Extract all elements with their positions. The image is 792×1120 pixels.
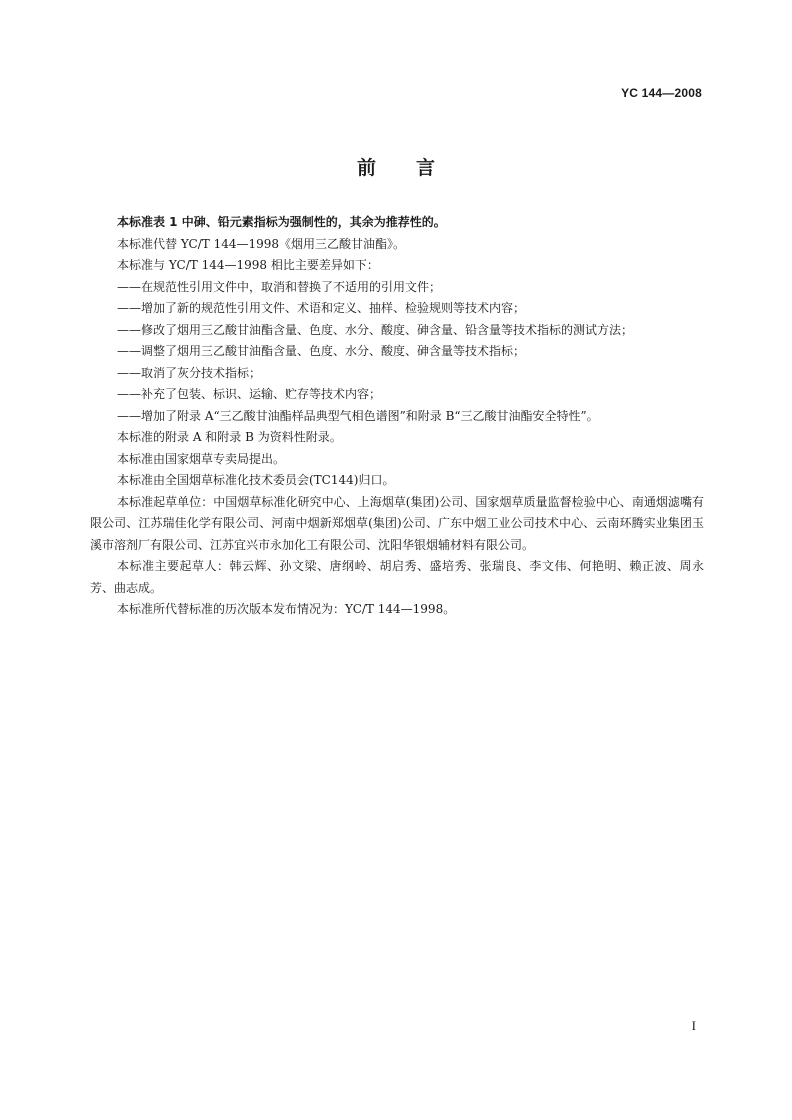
mandatory-note: 本标准表 1 中砷、铅元素指标为强制性的，其余为推荐性的。 <box>117 215 446 229</box>
difference-item: ——增加了附录 A“三乙酸甘油酯样品典型气相色谱图”和附录 B“三乙酸甘油酯安全特性”。 <box>117 408 599 423</box>
differences-intro: 本标准与 YC/T 144—1998 相比主要差异如下： <box>117 258 379 272</box>
replaces-statement: 本标准代替 YC/T 144—1998《烟用三乙酸甘油酯》。 <box>117 236 406 251</box>
drafters: 本标准主要起草人：韩云辉、孙文梁、唐纲岭、胡启秀、盛培秀、张瑞良、李文伟、何艳明、赖正波、周永芳、曲志成。 <box>90 559 704 595</box>
page-number: I <box>691 1018 696 1033</box>
difference-item: ——调整了烟用三乙酸甘油酯含量、色度、水分、酸度、砷含量等技术指标； <box>117 344 526 358</box>
title-char-2: 言 <box>416 157 436 179</box>
standard-code: YC 144—2008 <box>621 86 702 100</box>
difference-item: ——取消了灰分技术指标； <box>117 365 262 380</box>
difference-item: ——在规范性引用文件中，取消和替换了不适用的引用文件； <box>117 279 442 294</box>
difference-item: ——增加了新的规范性引用文件、术语和定义、抽样、检验规则等技术内容； <box>117 301 526 315</box>
version-history: 本标准所代替标准的历次版本发布情况为：YC/T 144—1998。 <box>117 602 456 616</box>
foreword-body <box>90 212 704 621</box>
proposed-by: 本标准由国家烟草专卖局提出。 <box>117 451 286 466</box>
title-char-1: 前 <box>356 157 376 179</box>
drafting-units: 本标准起草单位：中国烟草标准化研究中心、上海烟草(集团)公司、国家烟草质量监督检验中心、南通烟滤嘴有限公司、江苏瑞佳化学有限公司、河南中烟新郑烟草(集团)公司、广东中烟工业公司技术中心、云南环腾实业集团玉溪市溶剂厂有限公司、江苏宜兴市永加化工有限公司、沈阳华银烟辅材料有限公司。 <box>90 494 704 552</box>
difference-item: ——修改了烟用三乙酸甘油酯含量、色度、水分、酸度、砷含量、铅含量等技术指标的测试方法； <box>117 322 634 337</box>
annex-note: 本标准的附录 A 和附录 B 为资料性附录。 <box>117 430 342 444</box>
page-title <box>0 153 792 180</box>
difference-item: ——补充了包装、标识、运输、贮存等技术内容； <box>117 387 382 401</box>
centralized-by: 本标准由全国烟草标准化技术委员会(TC144)归口。 <box>117 473 395 487</box>
